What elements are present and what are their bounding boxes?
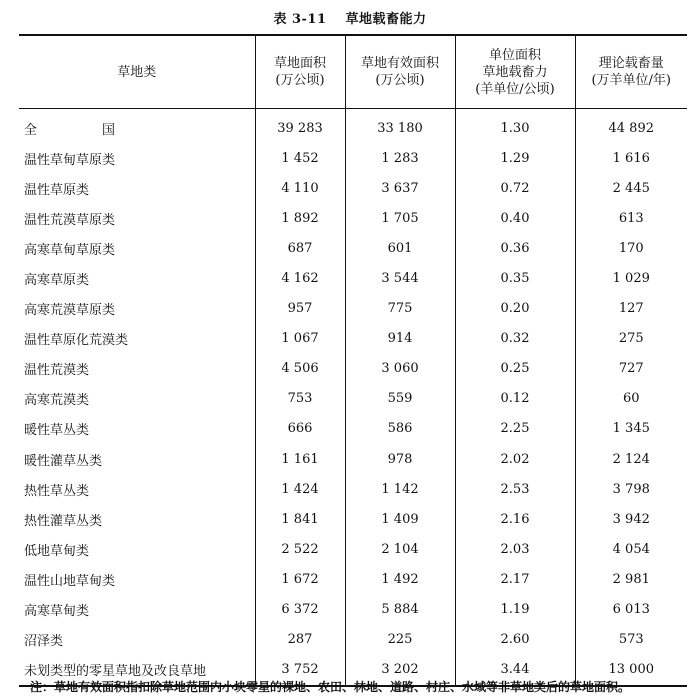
cell-grassland-area: 287 [255,625,345,655]
cell-effective-area: 1 705 [345,203,455,233]
cell-theoretical-capacity: 3 942 [575,504,687,534]
header-line: 草地类 [117,64,157,80]
cell-unit-capacity: 0.20 [455,294,575,324]
header-unit-capacity [455,35,575,109]
table-number: 表 3-11 [273,12,327,27]
cell-unit-capacity: 1.19 [455,595,575,625]
table-row [19,504,687,534]
row-name: 温性草甸草原类 [24,152,116,168]
cell-effective-area: 1 409 [345,504,455,534]
row-name: 暖性灌草丛类 [24,453,103,469]
header-line: 单位面积 [488,47,541,63]
table-row [19,173,687,203]
table-row [19,534,687,564]
cell-unit-capacity: 2.03 [455,534,575,564]
cell-theoretical-capacity: 2 445 [575,173,687,203]
header-line: (万公顷) [275,73,325,88]
cell-unit-capacity: 2.16 [455,504,575,534]
cell-unit-capacity: 2.02 [455,444,575,474]
cell-effective-area: 586 [345,414,455,444]
row-name: 高寒草原类 [24,273,90,289]
cell-effective-area: 3 060 [345,354,455,384]
cell-grassland-area: 2 522 [255,534,345,564]
table-row [19,444,687,474]
cell-effective-area: 3 544 [345,263,455,293]
cell-unit-capacity: 0.32 [455,324,575,354]
row-name: 高寒荒漠草原类 [24,303,116,319]
cell-unit-capacity: 0.12 [455,384,575,414]
cell-grassland-area: 4 506 [255,354,345,384]
cell-unit-capacity: 0.35 [455,263,575,293]
row-name: 热性灌草丛类 [24,513,103,529]
cell-grassland-area: 1 161 [255,444,345,474]
cell-theoretical-capacity: 573 [575,625,687,655]
cell-effective-area: 914 [345,324,455,354]
carrying-capacity-table [19,34,687,687]
cell-grassland-area: 4 162 [255,263,345,293]
cell-theoretical-capacity: 13 000 [575,655,687,686]
header-line: 草地面积 [273,56,326,71]
cell-effective-area: 559 [345,384,455,414]
cell-unit-capacity: 0.40 [455,203,575,233]
table-title [0,8,700,27]
cell-grassland-area: 957 [255,294,345,324]
row-name: 温性草原类 [24,182,90,198]
cell-theoretical-capacity: 1 616 [575,143,687,173]
table-row [19,384,687,414]
header-line: (万公顷) [375,73,425,88]
cell-grassland-area: 1 067 [255,324,345,354]
cell-unit-capacity: 2.53 [455,474,575,504]
header-grassland-type [19,35,255,109]
cell-unit-capacity: 1.30 [455,109,575,144]
cell-theoretical-capacity: 170 [575,233,687,263]
table-row [19,263,687,293]
cell-unit-capacity: 2.60 [455,625,575,655]
header-line: 草地载畜力 [482,64,548,80]
cell-grassland-area: 1 892 [255,203,345,233]
header-line: 草地有效面积 [360,56,439,71]
cell-theoretical-capacity: 613 [575,203,687,233]
row-name: 温性荒漠类 [24,363,90,379]
cell-theoretical-capacity: 60 [575,384,687,414]
cell-grassland-area: 753 [255,384,345,414]
cell-unit-capacity: 2.17 [455,564,575,594]
table-row [19,203,687,233]
table-row [19,143,687,173]
header-line: (羊单位/公顷) [475,81,555,97]
cell-theoretical-capacity: 6 013 [575,595,687,625]
row-name: 全 国 [24,122,142,138]
row-name: 温性山地草甸类 [24,573,116,589]
table-row [19,233,687,263]
cell-effective-area: 2 104 [345,534,455,564]
header-line: (万羊单位/年) [591,73,672,88]
cell-unit-capacity: 0.25 [455,354,575,384]
table-caption: 草地载畜能力 [345,12,427,27]
table-row [19,595,687,625]
table-body [19,109,687,686]
header-line: 理论载畜量 [598,56,664,71]
row-name: 高寒草甸草原类 [24,242,116,258]
table-row [19,324,687,354]
cell-unit-capacity: 3.44 [455,655,575,686]
table-row [19,109,687,144]
cell-effective-area: 978 [345,444,455,474]
row-name: 温性荒漠草原类 [24,212,116,228]
cell-theoretical-capacity: 44 892 [575,109,687,144]
cell-grassland-area: 6 372 [255,595,345,625]
cell-theoretical-capacity: 275 [575,324,687,354]
cell-grassland-area: 666 [255,414,345,444]
table-note: 注：草地有效面积指扣除草地范围内小块零星的裸地、农田、林地、道路、村庄、水域等非草地类后的草地面积。 [30,680,631,694]
row-name: 低地草甸类 [24,543,90,559]
cell-effective-area: 3 202 [345,655,455,686]
table-row [19,294,687,324]
cell-grassland-area: 1 841 [255,504,345,534]
cell-theoretical-capacity: 2 981 [575,564,687,594]
cell-grassland-area: 39 283 [255,109,345,144]
table-row [19,474,687,504]
table-row [19,625,687,655]
cell-grassland-area: 1 452 [255,143,345,173]
cell-effective-area: 33 180 [345,109,455,144]
cell-effective-area: 775 [345,294,455,324]
row-name: 温性草原化荒漠类 [24,333,129,349]
cell-effective-area: 5 884 [345,595,455,625]
header-effective-area [345,35,455,109]
table-header [19,35,687,109]
cell-grassland-area: 1 424 [255,474,345,504]
table-row [19,414,687,444]
row-name: 高寒荒漠类 [24,393,90,409]
cell-effective-area: 3 637 [345,173,455,203]
cell-theoretical-capacity: 127 [575,294,687,324]
header-theoretical-capacity [575,35,687,109]
cell-effective-area: 225 [345,625,455,655]
cell-effective-area: 601 [345,233,455,263]
cell-grassland-area: 1 672 [255,564,345,594]
cell-unit-capacity: 0.72 [455,173,575,203]
cell-theoretical-capacity: 727 [575,354,687,384]
cell-theoretical-capacity: 1 029 [575,263,687,293]
row-name: 未划类型的零星草地及改良草地 [19,655,255,686]
row-name: 热性草丛类 [24,483,90,499]
cell-theoretical-capacity: 4 054 [575,534,687,564]
cell-effective-area: 1 142 [345,474,455,504]
row-name: 沼泽类 [24,634,64,650]
row-name: 高寒草甸类 [24,604,90,620]
cell-effective-area: 1 492 [345,564,455,594]
cell-unit-capacity: 2.25 [455,414,575,444]
cell-unit-capacity: 1.29 [455,143,575,173]
table-row [19,564,687,594]
cell-theoretical-capacity: 3 798 [575,474,687,504]
cell-theoretical-capacity: 1 345 [575,414,687,444]
cell-theoretical-capacity: 2 124 [575,444,687,474]
cell-unit-capacity: 0.36 [455,233,575,263]
cell-effective-area: 1 283 [345,143,455,173]
cell-grassland-area: 4 110 [255,173,345,203]
row-name: 暖性草丛类 [24,423,90,439]
cell-grassland-area: 3 752 [255,655,345,686]
table-row [19,354,687,384]
cell-grassland-area: 687 [255,233,345,263]
header-grassland-area [255,35,345,109]
